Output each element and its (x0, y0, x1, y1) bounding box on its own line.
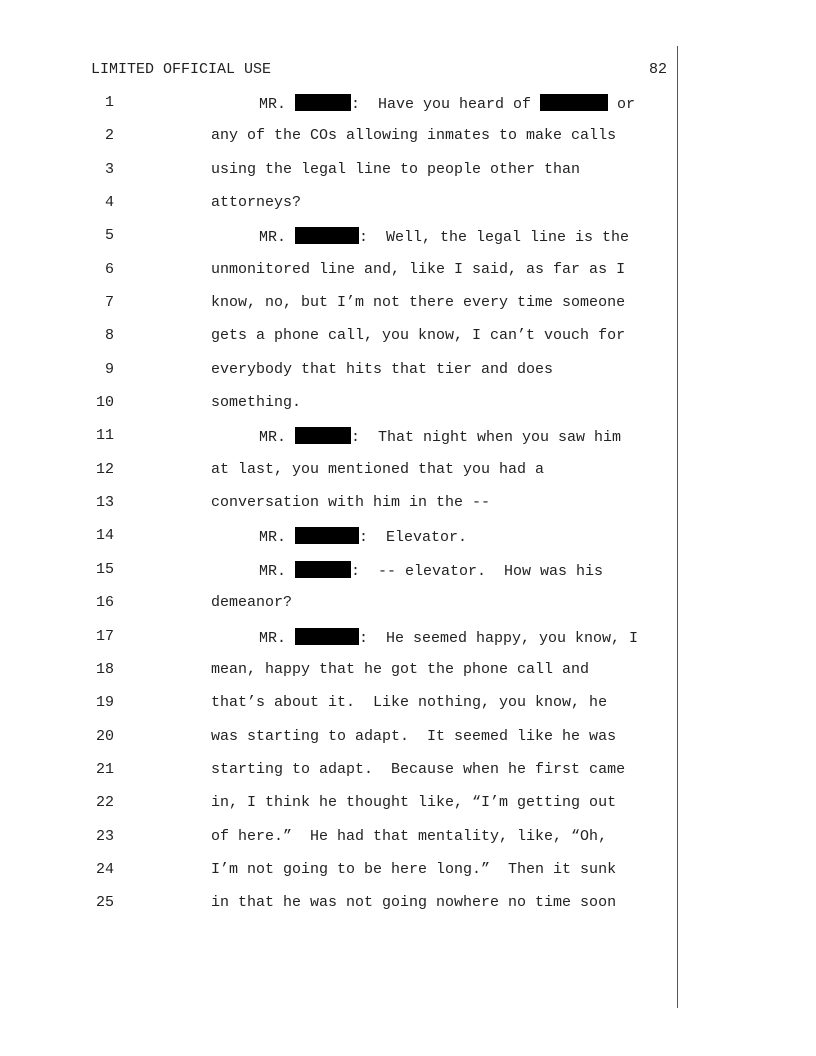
line-text: in that he was not going nowhere no time soon (211, 894, 617, 912)
line-text: everybody that hits that tier and does (211, 360, 554, 378)
line-text: starting to adapt. Because when he first came (211, 760, 626, 778)
transcript-line (0, 93, 816, 126)
line-number: 5 (104, 227, 114, 245)
line-text: demeanor? (211, 594, 293, 612)
line-text: something. (211, 394, 302, 412)
transcript-line (0, 760, 816, 793)
line-text: using the legal line to people other than (211, 160, 581, 178)
speech-text: : That night when you saw him (351, 429, 622, 447)
speech-text: : -- elevator. How was his (351, 562, 604, 580)
transcript-line (0, 560, 816, 593)
line-text: I’m not going to be here long.” Then it sunk (211, 860, 617, 878)
line-text: that’s about it. Like nothing, you know, he (211, 694, 608, 712)
line-number: 15 (95, 560, 114, 578)
transcript-line (0, 260, 816, 293)
transcript-line (0, 860, 816, 893)
line-text: was starting to adapt. It seemed like he was (211, 727, 617, 745)
line-text: in, I think he thought like, “I’m getting out (211, 794, 617, 812)
line-number: 9 (104, 360, 114, 378)
redaction-bar (295, 227, 359, 244)
line-text (259, 527, 467, 546)
line-number: 6 (104, 260, 114, 278)
speaker-prefix: MR. (259, 529, 296, 547)
line-number: 8 (104, 327, 114, 345)
line-number: 16 (95, 594, 114, 612)
line-text: know, no, but I’m not there every time someone (211, 294, 626, 312)
speaker-prefix: MR. (259, 229, 296, 247)
line-number: 23 (95, 827, 114, 845)
line-text: mean, happy that he got the phone call and (211, 660, 590, 678)
transcript-line (0, 460, 816, 493)
transcript-line (0, 126, 816, 159)
transcript-line (0, 893, 816, 926)
line-number: 1 (104, 94, 114, 111)
speaker-prefix: MR. (259, 562, 296, 580)
line-number: 20 (95, 727, 114, 745)
line-number: 10 (95, 394, 114, 412)
speech-text: : Have you heard of (351, 96, 541, 113)
transcript-line (0, 393, 816, 426)
line-number: 14 (95, 527, 114, 545)
line-text (259, 94, 635, 113)
line-text: gets a phone call, you know, I can’t vouch for (211, 327, 626, 345)
redaction-bar (295, 427, 351, 444)
line-number: 13 (95, 494, 114, 512)
transcript-line (0, 627, 816, 660)
speaker-prefix: MR. (259, 429, 296, 447)
classification-header: LIMITED OFFICIAL USE (91, 61, 272, 78)
line-number: 24 (95, 860, 114, 878)
line-text (259, 427, 621, 446)
transcript-line (0, 493, 816, 526)
line-text: at last, you mentioned that you had a (211, 460, 545, 478)
speech-text: : He seemed happy, you know, I (359, 629, 639, 647)
redaction-bar (295, 94, 351, 111)
line-text (259, 628, 638, 647)
line-number: 19 (95, 694, 114, 712)
transcript-line (0, 727, 816, 760)
line-text: unmonitored line and, like I said, as far as I (211, 260, 626, 278)
redaction-bar (540, 94, 608, 111)
page-number: 82 (648, 61, 667, 78)
transcript-line (0, 426, 816, 459)
transcript-body (0, 93, 816, 927)
line-text (259, 227, 629, 246)
line-number: 17 (95, 627, 114, 645)
line-text: any of the COs allowing inmates to make calls (211, 127, 617, 145)
redaction-bar (295, 628, 359, 645)
transcript-line (0, 526, 816, 559)
line-number: 2 (104, 127, 114, 145)
line-number: 7 (104, 294, 114, 312)
transcript-line (0, 293, 816, 326)
line-number: 25 (95, 894, 114, 912)
line-text: attorneys? (211, 194, 302, 212)
redaction-bar (295, 561, 351, 578)
redaction-bar (295, 527, 359, 544)
transcript-line (0, 326, 816, 359)
speech-text: : Elevator. (359, 529, 468, 547)
line-number: 18 (95, 660, 114, 678)
transcript-line (0, 660, 816, 693)
transcript-line (0, 226, 816, 259)
line-text: conversation with him in the -- (211, 494, 491, 512)
speaker-prefix: MR. (259, 96, 296, 113)
transcript-line (0, 793, 816, 826)
transcript-line (0, 360, 816, 393)
line-number: 21 (95, 760, 114, 778)
line-number: 11 (95, 427, 114, 445)
transcript-line (0, 160, 816, 193)
line-number: 3 (104, 160, 114, 178)
speaker-prefix: MR. (259, 629, 296, 647)
line-number: 4 (104, 194, 114, 212)
line-text (259, 561, 603, 580)
speech-text: or (608, 96, 636, 113)
line-text: of here.” He had that mentality, like, “Oh, (211, 827, 608, 845)
transcript-line (0, 693, 816, 726)
line-number: 12 (95, 460, 114, 478)
transcript-line (0, 827, 816, 860)
transcript-line (0, 193, 816, 226)
speech-text: : Well, the legal line is the (359, 229, 630, 247)
line-number: 22 (95, 794, 114, 812)
transcript-line (0, 593, 816, 626)
